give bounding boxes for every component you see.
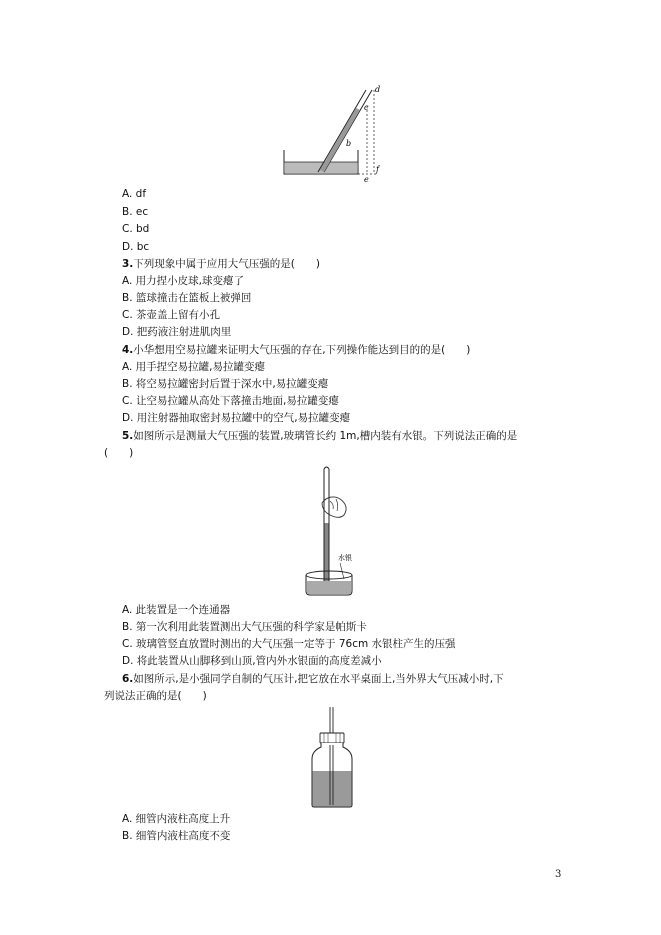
q3-text: 下列现象中属于应用大气压强的是( ) <box>133 258 320 270</box>
q6-text: 如图所示,是小强同学自制的气压计,把它放在水平桌面上,当外界大气压减小时,下 <box>133 673 504 685</box>
q5-number: 5. <box>122 430 134 442</box>
q2-option-d: D. bc <box>122 241 150 253</box>
q6-option-b: B. 细管内液柱高度不变 <box>122 830 231 842</box>
q4-stem <box>122 343 470 357</box>
label-b: b <box>346 139 352 148</box>
q6-stem-line1 <box>122 672 504 686</box>
figure-barometer-bottle <box>308 705 358 810</box>
q2-option-a: A. df <box>122 188 147 200</box>
label-e: e <box>364 175 369 184</box>
q4-option-b: B. 将空易拉罐密封后置于深水中,易拉罐变瘪 <box>122 378 329 390</box>
q5-option-b: B. 第一次利用此装置测出大气压强的科学家是帕斯卡 <box>122 621 367 633</box>
q4-number: 4. <box>122 344 134 356</box>
q6-stem-line2: 列说法正确的是( ) <box>104 690 207 702</box>
q3-option-b: B. 篮球撞击在篮板上被弹回 <box>122 292 252 304</box>
q2-option-c: C. bd <box>122 223 150 235</box>
q4-option-c: C. 让空易拉罐从高处下落撞击地面,易拉罐变瘪 <box>122 395 339 407</box>
q3-option-d: D. 把药液注射进肌肉里 <box>122 326 232 338</box>
q4-option-a: A. 用手捏空易拉罐,易拉罐变瘪 <box>122 361 266 373</box>
q5-option-c: C. 玻璃管竖直放置时测出的大气压强一定等于 76cm 水银柱产生的压强 <box>122 638 456 650</box>
q6-option-a: A. 细管内液柱高度上升 <box>122 813 231 825</box>
q4-option-d: D. 用注射器抽取密封易拉罐中的空气,易拉罐变瘪 <box>122 412 351 424</box>
q6-number: 6. <box>122 673 134 685</box>
q5-stem-line2: ( ) <box>104 447 134 459</box>
figure-tilted-tube <box>280 84 390 184</box>
q5-option-a: A. 此装置是一个连通器 <box>122 604 231 616</box>
label-f: f <box>376 165 379 174</box>
q5-option-d: D. 将此装置从山脚移到山顶,管内外水银面的高度差减小 <box>122 655 382 667</box>
page-number: 3 <box>555 869 562 880</box>
q2-option-b: B. ec <box>122 206 149 218</box>
q3-number: 3. <box>122 258 134 270</box>
figure-torricelli-tube <box>300 465 370 597</box>
q5-text: 如图所示是测量大气压强的装置,玻璃管长约 1m,槽内装有水银。下列说法正确的是 <box>133 430 518 442</box>
q4-text: 小华想用空易拉罐来证明大气压强的存在,下列操作能达到目的的是( ) <box>133 344 471 356</box>
label-c: c <box>364 103 369 112</box>
label-d: d <box>375 85 381 94</box>
q3-option-c: C. 茶壶盖上留有小孔 <box>122 309 221 321</box>
q3-stem <box>122 257 320 271</box>
q5-stem-line1 <box>122 429 517 443</box>
q3-option-a: A. 用力捏小皮球,球变瘪了 <box>122 275 245 287</box>
figure-label-mercury: 水银 <box>338 554 352 562</box>
